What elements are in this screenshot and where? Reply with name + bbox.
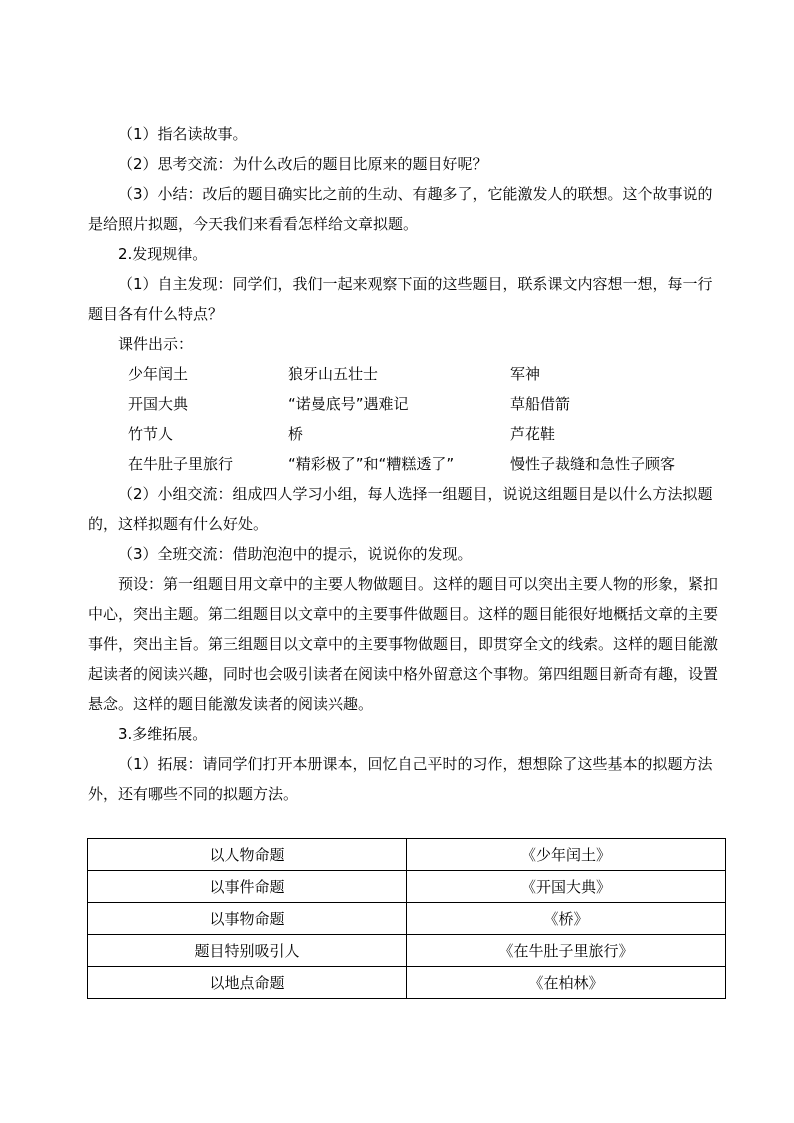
title-cell: “诺曼底号”遇难记 <box>288 395 409 413</box>
table-row <box>88 839 726 871</box>
title-cell: “精彩极了”和“糟糕透了” <box>288 455 455 473</box>
paragraph: （1）指名读故事。 <box>118 125 248 143</box>
title-cell: 芦花鞋 <box>510 425 556 443</box>
method-cell: 题目特别吸引人 <box>88 935 407 967</box>
document-body <box>88 119 718 809</box>
title-cell: 军神 <box>510 365 541 383</box>
title-grid-row <box>88 389 718 419</box>
title-cell: 草船借箭 <box>510 395 571 413</box>
title-grid-row <box>88 449 718 479</box>
paragraph: 课件出示： <box>118 335 194 353</box>
section-heading: 3.多维拓展。 <box>118 725 208 743</box>
example-cell: 《桥》 <box>407 903 726 935</box>
example-cell: 《少年闰土》 <box>407 839 726 871</box>
paragraph: （1）自主发现：同学们，我们一起来观察下面的这些题目，联系课文内容想一想，每一行题目各有什么特点？ <box>88 275 713 323</box>
section-heading: 2.发现规律。 <box>118 245 208 263</box>
title-grid-row <box>88 419 718 449</box>
method-cell: 以地点命题 <box>88 967 407 999</box>
table-row <box>88 967 726 999</box>
table-row <box>88 871 726 903</box>
method-cell: 以事物命题 <box>88 903 407 935</box>
title-grid <box>88 359 718 479</box>
title-cell: 在牛肚子里旅行 <box>128 455 234 473</box>
paragraph: （3）全班交流：借助泡泡中的提示，说说你的发现。 <box>118 545 473 563</box>
example-cell: 《在牛肚子里旅行》 <box>407 935 726 967</box>
title-grid-row <box>88 359 718 389</box>
title-cell: 少年闰土 <box>128 365 189 383</box>
table-row <box>88 935 726 967</box>
table-row <box>88 903 726 935</box>
title-cell: 开国大典 <box>128 395 189 413</box>
title-cell: 狼牙山五壮士 <box>288 365 379 383</box>
paragraph: （2）思考交流：为什么改后的题目比原来的题目好呢？ <box>118 155 488 173</box>
paragraph: （3）小结：改后的题目确实比之前的生动、有趣多了，它能激发人的联想。这个故事说的是给照片拟题，今天我们来看看怎样给文章拟题。 <box>88 185 713 233</box>
example-cell: 《在柏林》 <box>407 967 726 999</box>
paragraph: （1）拓展：请同学们打开本册课本，回忆自己平时的习作，想想除了这些基本的拟题方法外，还有哪些不同的拟题方法。 <box>88 755 713 803</box>
title-cell: 桥 <box>288 425 304 443</box>
method-cell: 以事件命题 <box>88 871 407 903</box>
naming-methods-table <box>87 838 726 999</box>
method-cell: 以人物命题 <box>88 839 407 871</box>
paragraph: （2）小组交流：组成四人学习小组，每人选择一组题目，说说这组题目是以什么方法拟题的，这样拟题有什么好处。 <box>88 485 713 533</box>
example-cell: 《开国大典》 <box>407 871 726 903</box>
title-cell: 竹节人 <box>128 425 174 443</box>
paragraph: 预设：第一组题目用文章中的主要人物做题目。这样的题目可以突出主要人物的形象，紧扣中心，突出主题。第二组题目以文章中的主要事件做题目。这样的题目能很好地概括文章的主要事件，突出主旨。第三组题目以文章中的主要事物做题目，即贯穿全文的线索。这样的题目能激起读者的阅读兴趣，同时也会吸引读者在阅读中格外留意这个事物。第四组题目新奇有趣，设置悬念。这样的题目能激发读者的阅读兴趣。 <box>88 575 719 713</box>
title-cell: 慢性子裁缝和急性子顾客 <box>510 455 676 473</box>
